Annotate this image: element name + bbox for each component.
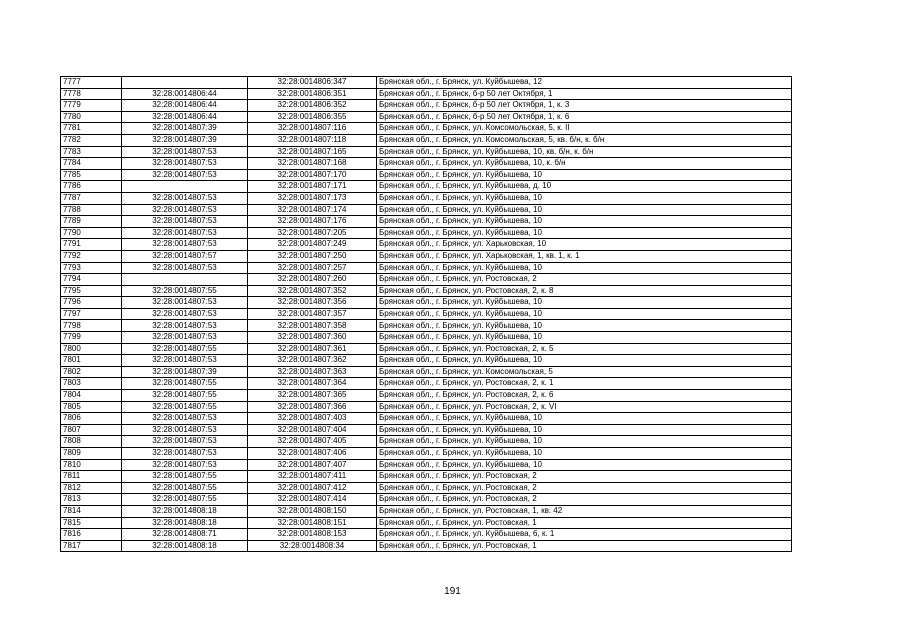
table-row [61, 169, 792, 181]
parent-cadastral-number-cell: 32:28:0014807:55 [122, 285, 248, 297]
address-cell: Брянская обл., г. Брянск, ул. Куйбышева, 10 [377, 332, 792, 344]
row-number-cell: 7810 [61, 459, 122, 471]
table-row [61, 390, 792, 402]
table-row [61, 529, 792, 541]
cadastral-number-cell: 32:28:0014807:260 [248, 274, 377, 286]
parent-cadastral-number-cell: 32:28:0014807:55 [122, 494, 248, 506]
parent-cadastral-number-cell: 32:28:0014807:39 [122, 134, 248, 146]
row-number-cell: 7806 [61, 413, 122, 425]
table-row [61, 540, 792, 552]
parent-cadastral-number-cell: 32:28:0014806:44 [122, 88, 248, 100]
parent-cadastral-number-cell: 32:28:0014807:53 [122, 308, 248, 320]
parent-cadastral-number-cell [122, 181, 248, 193]
address-cell: Брянская обл., г. Брянск, ул. Куйбышева, 10 [377, 216, 792, 228]
table-row [61, 494, 792, 506]
cadastral-number-cell: 32:28:0014807:406 [248, 448, 377, 460]
row-number-cell: 7813 [61, 494, 122, 506]
address-cell: Брянская обл., г. Брянск, ул. Ростовская, 2 [377, 471, 792, 483]
table-row [61, 111, 792, 123]
row-number-cell: 7787 [61, 192, 122, 204]
parent-cadastral-number-cell: 32:28:0014806:44 [122, 100, 248, 112]
row-number-cell: 7784 [61, 158, 122, 170]
parent-cadastral-number-cell: 32:28:0014806:44 [122, 111, 248, 123]
row-number-cell: 7795 [61, 285, 122, 297]
table-row [61, 343, 792, 355]
address-cell: Брянская обл., г. Брянск, ул. Куйбышева, 10 [377, 424, 792, 436]
address-cell: Брянская обл., г. Брянск, ул. Куйбышева, 6, к. 1 [377, 529, 792, 541]
parent-cadastral-number-cell: 32:28:0014808:18 [122, 517, 248, 529]
address-cell: Брянская обл., г. Брянск, ул. Ростовская, 2 [377, 482, 792, 494]
address-cell: Брянская обл., г. Брянск, ул. Ростовская, 2, к. VI [377, 401, 792, 413]
row-number-cell: 7817 [61, 540, 122, 552]
parent-cadastral-number-cell: 32:28:0014807:53 [122, 239, 248, 251]
address-cell: Брянская обл., г. Брянск, б-р 50 лет Октября, 1, к. 3 [377, 100, 792, 112]
cadastral-number-cell: 32:28:0014807:356 [248, 297, 377, 309]
row-number-cell: 7807 [61, 424, 122, 436]
table-row [61, 355, 792, 367]
table-body [61, 77, 792, 552]
row-number-cell: 7779 [61, 100, 122, 112]
table-row [61, 320, 792, 332]
address-cell: Брянская обл., г. Брянск, ул. Ростовская, 2, к. 1 [377, 378, 792, 390]
address-cell: Брянская обл., г. Брянск, ул. Куйбышева, 10 [377, 297, 792, 309]
cadastral-number-cell: 32:28:0014807:174 [248, 204, 377, 216]
cadastral-number-cell: 32:28:0014807:411 [248, 471, 377, 483]
row-number-cell: 7788 [61, 204, 122, 216]
parent-cadastral-number-cell: 32:28:0014807:53 [122, 297, 248, 309]
cadastral-number-cell: 32:28:0014807:363 [248, 366, 377, 378]
table-row [61, 216, 792, 228]
row-number-cell: 7812 [61, 482, 122, 494]
row-number-cell: 7802 [61, 366, 122, 378]
table-row [61, 308, 792, 320]
parent-cadastral-number-cell: 32:28:0014808:18 [122, 505, 248, 517]
parent-cadastral-number-cell: 32:28:0014807:53 [122, 355, 248, 367]
address-cell: Брянская обл., г. Брянск, ул. Ростовская, 2 [377, 274, 792, 286]
row-number-cell: 7808 [61, 436, 122, 448]
table-row [61, 505, 792, 517]
row-number-cell: 7803 [61, 378, 122, 390]
parent-cadastral-number-cell: 32:28:0014807:55 [122, 401, 248, 413]
cadastral-number-cell: 32:28:0014807:173 [248, 192, 377, 204]
address-cell: Брянская обл., г. Брянск, ул. Куйбышева, 10 [377, 413, 792, 425]
row-number-cell: 7799 [61, 332, 122, 344]
parent-cadastral-number-cell: 32:28:0014807:55 [122, 390, 248, 402]
cadastral-number-cell: 32:28:0014807:170 [248, 169, 377, 181]
parent-cadastral-number-cell [122, 77, 248, 89]
parent-cadastral-number-cell: 32:28:0014807:57 [122, 250, 248, 262]
parent-cadastral-number-cell: 32:28:0014807:39 [122, 123, 248, 135]
row-number-cell: 7785 [61, 169, 122, 181]
parent-cadastral-number-cell: 32:28:0014807:55 [122, 471, 248, 483]
address-cell: Брянская обл., г. Брянск, ул. Куйбышева, 10 [377, 227, 792, 239]
row-number-cell: 7794 [61, 274, 122, 286]
parent-cadastral-number-cell: 32:28:0014807:53 [122, 332, 248, 344]
parent-cadastral-number-cell [122, 274, 248, 286]
address-cell: Брянская обл., г. Брянск, ул. Куйбышева, д. 10 [377, 181, 792, 193]
table-row [61, 100, 792, 112]
row-number-cell: 7781 [61, 123, 122, 135]
cadastral-number-cell: 32:28:0014807:405 [248, 436, 377, 448]
cadastral-number-cell: 32:28:0014808:151 [248, 517, 377, 529]
row-number-cell: 7814 [61, 505, 122, 517]
table-row [61, 471, 792, 483]
row-number-cell: 7805 [61, 401, 122, 413]
address-cell: Брянская обл., г. Брянск, ул. Ростовская, 2, к. 5 [377, 343, 792, 355]
table-row [61, 436, 792, 448]
table-row [61, 250, 792, 262]
address-cell: Брянская обл., г. Брянск, ул. Ростовская, 2, к. 6 [377, 390, 792, 402]
cadastral-number-cell: 32:28:0014806:355 [248, 111, 377, 123]
cadastral-number-cell: 32:28:0014806:351 [248, 88, 377, 100]
table-row [61, 192, 792, 204]
row-number-cell: 7793 [61, 262, 122, 274]
row-number-cell: 7790 [61, 227, 122, 239]
cadastral-number-cell: 32:28:0014807:361 [248, 343, 377, 355]
cadastral-number-cell: 32:28:0014807:412 [248, 482, 377, 494]
address-cell: Брянская обл., г. Брянск, ул. Ростовская, 2 [377, 494, 792, 506]
row-number-cell: 7800 [61, 343, 122, 355]
address-cell: Брянская обл., г. Брянск, ул. Куйбышева, 10 [377, 308, 792, 320]
address-cell: Брянская обл., г. Брянск, ул. Ростовская, 1 [377, 517, 792, 529]
table-row [61, 401, 792, 413]
cadastral-number-cell: 32:28:0014807:168 [248, 158, 377, 170]
parent-cadastral-number-cell: 32:28:0014807:53 [122, 216, 248, 228]
parent-cadastral-number-cell: 32:28:0014807:53 [122, 436, 248, 448]
address-cell: Брянская обл., г. Брянск, б-р 50 лет Октября, 1, к. 6 [377, 111, 792, 123]
parent-cadastral-number-cell: 32:28:0014808:71 [122, 529, 248, 541]
cadastral-number-cell: 32:28:0014807:257 [248, 262, 377, 274]
parent-cadastral-number-cell: 32:28:0014807:55 [122, 482, 248, 494]
parent-cadastral-number-cell: 32:28:0014807:53 [122, 448, 248, 460]
cadastral-number-cell: 32:28:0014807:116 [248, 123, 377, 135]
parent-cadastral-number-cell: 32:28:0014807:55 [122, 378, 248, 390]
address-cell: Брянская обл., г. Брянск, ул. Комсомольская, 5, кв. б/н, к. б/н [377, 134, 792, 146]
table-row [61, 262, 792, 274]
address-cell: Брянская обл., г. Брянск, ул. Куйбышева, 10 [377, 192, 792, 204]
cadastral-number-cell: 32:28:0014807:352 [248, 285, 377, 297]
table-row [61, 366, 792, 378]
address-cell: Брянская обл., г. Брянск, ул. Харьковская, 1, кв. 1, к. 1 [377, 250, 792, 262]
table-row [61, 239, 792, 251]
cadastral-number-cell: 32:28:0014806:347 [248, 77, 377, 89]
parent-cadastral-number-cell: 32:28:0014807:53 [122, 424, 248, 436]
table-row [61, 378, 792, 390]
cadastral-number-cell: 32:28:0014807:360 [248, 332, 377, 344]
row-number-cell: 7797 [61, 308, 122, 320]
cadastral-number-cell: 32:28:0014807:407 [248, 459, 377, 471]
cadastral-number-cell: 32:28:0014807:250 [248, 250, 377, 262]
cadastral-number-cell: 32:28:0014807:205 [248, 227, 377, 239]
table-row [61, 227, 792, 239]
row-number-cell: 7804 [61, 390, 122, 402]
cadastral-number-cell: 32:28:0014807:249 [248, 239, 377, 251]
parent-cadastral-number-cell: 32:28:0014807:53 [122, 146, 248, 158]
cadastral-number-cell: 32:28:0014807:365 [248, 390, 377, 402]
table-row [61, 146, 792, 158]
row-number-cell: 7791 [61, 239, 122, 251]
cadastral-number-cell: 32:28:0014808:34 [248, 540, 377, 552]
address-cell: Брянская обл., г. Брянск, ул. Куйбышева, 10 [377, 459, 792, 471]
table-row [61, 297, 792, 309]
address-cell: Брянская обл., г. Брянск, ул. Куйбышева, 10 [377, 355, 792, 367]
parent-cadastral-number-cell: 32:28:0014807:53 [122, 459, 248, 471]
table-row [61, 482, 792, 494]
cadastral-number-cell: 32:28:0014807:176 [248, 216, 377, 228]
cadastral-number-cell: 32:28:0014807:362 [248, 355, 377, 367]
row-number-cell: 7796 [61, 297, 122, 309]
cadastral-number-cell: 32:28:0014807:171 [248, 181, 377, 193]
table-row [61, 332, 792, 344]
parent-cadastral-number-cell: 32:28:0014807:53 [122, 262, 248, 274]
address-cell: Брянская обл., г. Брянск, ул. Ростовская, 1, кв. 42 [377, 505, 792, 517]
parent-cadastral-number-cell: 32:28:0014807:53 [122, 227, 248, 239]
parent-cadastral-number-cell: 32:28:0014807:53 [122, 169, 248, 181]
row-number-cell: 7798 [61, 320, 122, 332]
parent-cadastral-number-cell: 32:28:0014807:53 [122, 192, 248, 204]
parent-cadastral-number-cell: 32:28:0014807:53 [122, 320, 248, 332]
parent-cadastral-number-cell: 32:28:0014807:53 [122, 413, 248, 425]
address-cell: Брянская обл., г. Брянск, ул. Куйбышева, 12 [377, 77, 792, 89]
parent-cadastral-number-cell: 32:28:0014807:55 [122, 343, 248, 355]
address-cell: Брянская обл., г. Брянск, ул. Куйбышева, 10 [377, 169, 792, 181]
table-row [61, 123, 792, 135]
parent-cadastral-number-cell: 32:28:0014807:53 [122, 204, 248, 216]
table-row [61, 459, 792, 471]
address-cell: Брянская обл., г. Брянск, ул. Комсомольская, 5 [377, 366, 792, 378]
page-number: 191 [444, 586, 461, 597]
cadastral-number-cell: 32:28:0014808:153 [248, 529, 377, 541]
row-number-cell: 7809 [61, 448, 122, 460]
cadastral-number-cell: 32:28:0014807:403 [248, 413, 377, 425]
table-row [61, 77, 792, 89]
address-cell: Брянская обл., г. Брянск, ул. Куйбышева, 10, кв. б/н, к. б/н [377, 146, 792, 158]
row-number-cell: 7816 [61, 529, 122, 541]
parent-cadastral-number-cell: 32:28:0014808:18 [122, 540, 248, 552]
parent-cadastral-number-cell: 32:28:0014807:53 [122, 158, 248, 170]
address-cell: Брянская обл., г. Брянск, ул. Куйбышева, 10 [377, 204, 792, 216]
cadastral-number-cell: 32:28:0014807:366 [248, 401, 377, 413]
address-cell: Брянская обл., г. Брянск, ул. Куйбышева, 10 [377, 448, 792, 460]
table-row [61, 274, 792, 286]
address-cell: Брянская обл., г. Брянск, ул. Харьковская, 10 [377, 239, 792, 251]
parent-cadastral-number-cell: 32:28:0014807:39 [122, 366, 248, 378]
table-row [61, 517, 792, 529]
row-number-cell: 7815 [61, 517, 122, 529]
row-number-cell: 7780 [61, 111, 122, 123]
row-number-cell: 7801 [61, 355, 122, 367]
cadastral-number-cell: 32:28:0014807:364 [248, 378, 377, 390]
table-row [61, 413, 792, 425]
address-cell: Брянская обл., г. Брянск, ул. Куйбышева, 10 [377, 320, 792, 332]
row-number-cell: 7777 [61, 77, 122, 89]
address-cell: Брянская обл., г. Брянск, ул. Куйбышева, 10 [377, 262, 792, 274]
address-cell: Брянская обл., г. Брянск, ул. Ростовская, 1 [377, 540, 792, 552]
row-number-cell: 7811 [61, 471, 122, 483]
address-cell: Брянская обл., г. Брянск, ул. Ростовская, 2, к. 8 [377, 285, 792, 297]
cadastral-number-cell: 32:28:0014807:165 [248, 146, 377, 158]
row-number-cell: 7792 [61, 250, 122, 262]
cadastral-number-cell: 32:28:0014806:352 [248, 100, 377, 112]
table-row [61, 285, 792, 297]
address-cell: Брянская обл., г. Брянск, б-р 50 лет Октября, 1 [377, 88, 792, 100]
cadastral-table [60, 76, 792, 552]
cadastral-number-cell: 32:28:0014807:404 [248, 424, 377, 436]
table-row [61, 134, 792, 146]
address-cell: Брянская обл., г. Брянск, ул. Куйбышева, 10 [377, 436, 792, 448]
address-cell: Брянская обл., г. Брянск, ул. Куйбышева, 10, к. б/н [377, 158, 792, 170]
table-row [61, 88, 792, 100]
cadastral-number-cell: 32:28:0014807:357 [248, 308, 377, 320]
address-cell: Брянская обл., г. Брянск, ул. Комсомольская, 5, к. II [377, 123, 792, 135]
table-row [61, 448, 792, 460]
row-number-cell: 7782 [61, 134, 122, 146]
table-row [61, 424, 792, 436]
cadastral-number-cell: 32:28:0014807:358 [248, 320, 377, 332]
row-number-cell: 7789 [61, 216, 122, 228]
row-number-cell: 7783 [61, 146, 122, 158]
cadastral-number-cell: 32:28:0014808:150 [248, 505, 377, 517]
table-row [61, 181, 792, 193]
row-number-cell: 7778 [61, 88, 122, 100]
row-number-cell: 7786 [61, 181, 122, 193]
cadastral-number-cell: 32:28:0014807:118 [248, 134, 377, 146]
table-row [61, 158, 792, 170]
cadastral-number-cell: 32:28:0014807:414 [248, 494, 377, 506]
table-row [61, 204, 792, 216]
